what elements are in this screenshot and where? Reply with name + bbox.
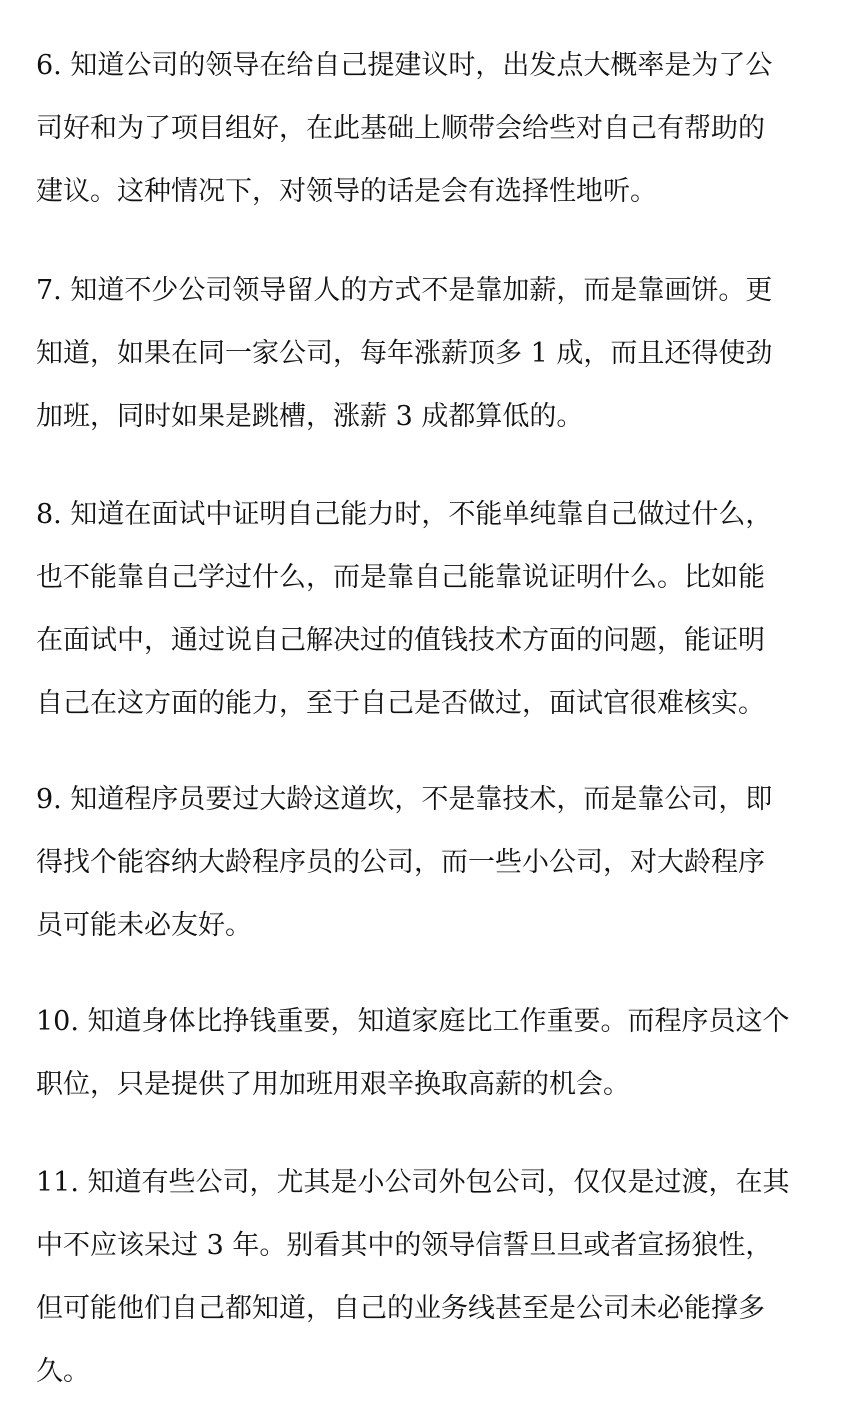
paragraph-11 [36, 1151, 826, 1403]
paragraph-line: 在面试中，通过说自己解决过的值钱技术方面的问题，能证明 [36, 625, 765, 656]
paragraph-line: 职位，只是提供了用加班用艰辛换取高薪的机会。 [36, 1069, 630, 1100]
paragraph-line: 知道，如果在同一家公司，每年涨薪顶多 1 成，而且还得使劲 [36, 338, 773, 369]
paragraph-line: 7. 知道不少公司领导留人的方式不是靠加薪，而是靠画饼。更 [36, 275, 773, 306]
paragraph-9 [36, 768, 826, 957]
paragraph-line: 中不应该呆过 3 年。别看其中的领导信誓旦旦或者宣扬狼性， [36, 1230, 773, 1261]
paragraph-line: 建议。这种情况下，对领导的话是会有选择性地听。 [36, 176, 657, 207]
paragraph-line: 6. 知道公司的领导在给自己提建议时，出发点大概率是为了公 [36, 50, 773, 81]
paragraph-line: 10. 知道身体比挣钱重要，知道家庭比工作重要。而程序员这个 [36, 1006, 790, 1037]
paragraph-line: 久。 [36, 1356, 90, 1387]
paragraph-line: 也不能靠自己学过什么，而是靠自己能靠说证明什么。比如能 [36, 562, 765, 593]
paragraph-line: 自己在这方面的能力，至于自己是否做过，面试官很难核实。 [36, 688, 765, 719]
paragraph-10 [36, 990, 826, 1116]
paragraph-line: 8. 知道在面试中证明自己能力时，不能单纯靠自己做过什么， [36, 499, 773, 530]
paragraph-line: 加班，同时如果是跳槽，涨薪 3 成都算低的。 [36, 401, 584, 432]
paragraph-line: 11. 知道有些公司，尤其是小公司外包公司，仅仅是过渡，在其 [36, 1167, 790, 1198]
paragraph-8 [36, 483, 826, 735]
paragraph-line: 得找个能容纳大龄程序员的公司，而一些小公司，对大龄程序 [36, 847, 765, 878]
paragraph-line: 员可能未必友好。 [36, 910, 252, 941]
paragraph-line: 9. 知道程序员要过大龄这道坎，不是靠技术，而是靠公司，即 [36, 784, 773, 815]
paragraph-6 [36, 34, 826, 223]
paragraph-line: 司好和为了项目组好，在此基础上顺带会给些对自己有帮助的 [36, 113, 765, 144]
paragraph-line: 但可能他们自己都知道，自己的业务线甚至是公司未必能撑多 [36, 1293, 765, 1324]
paragraph-7 [36, 259, 826, 448]
